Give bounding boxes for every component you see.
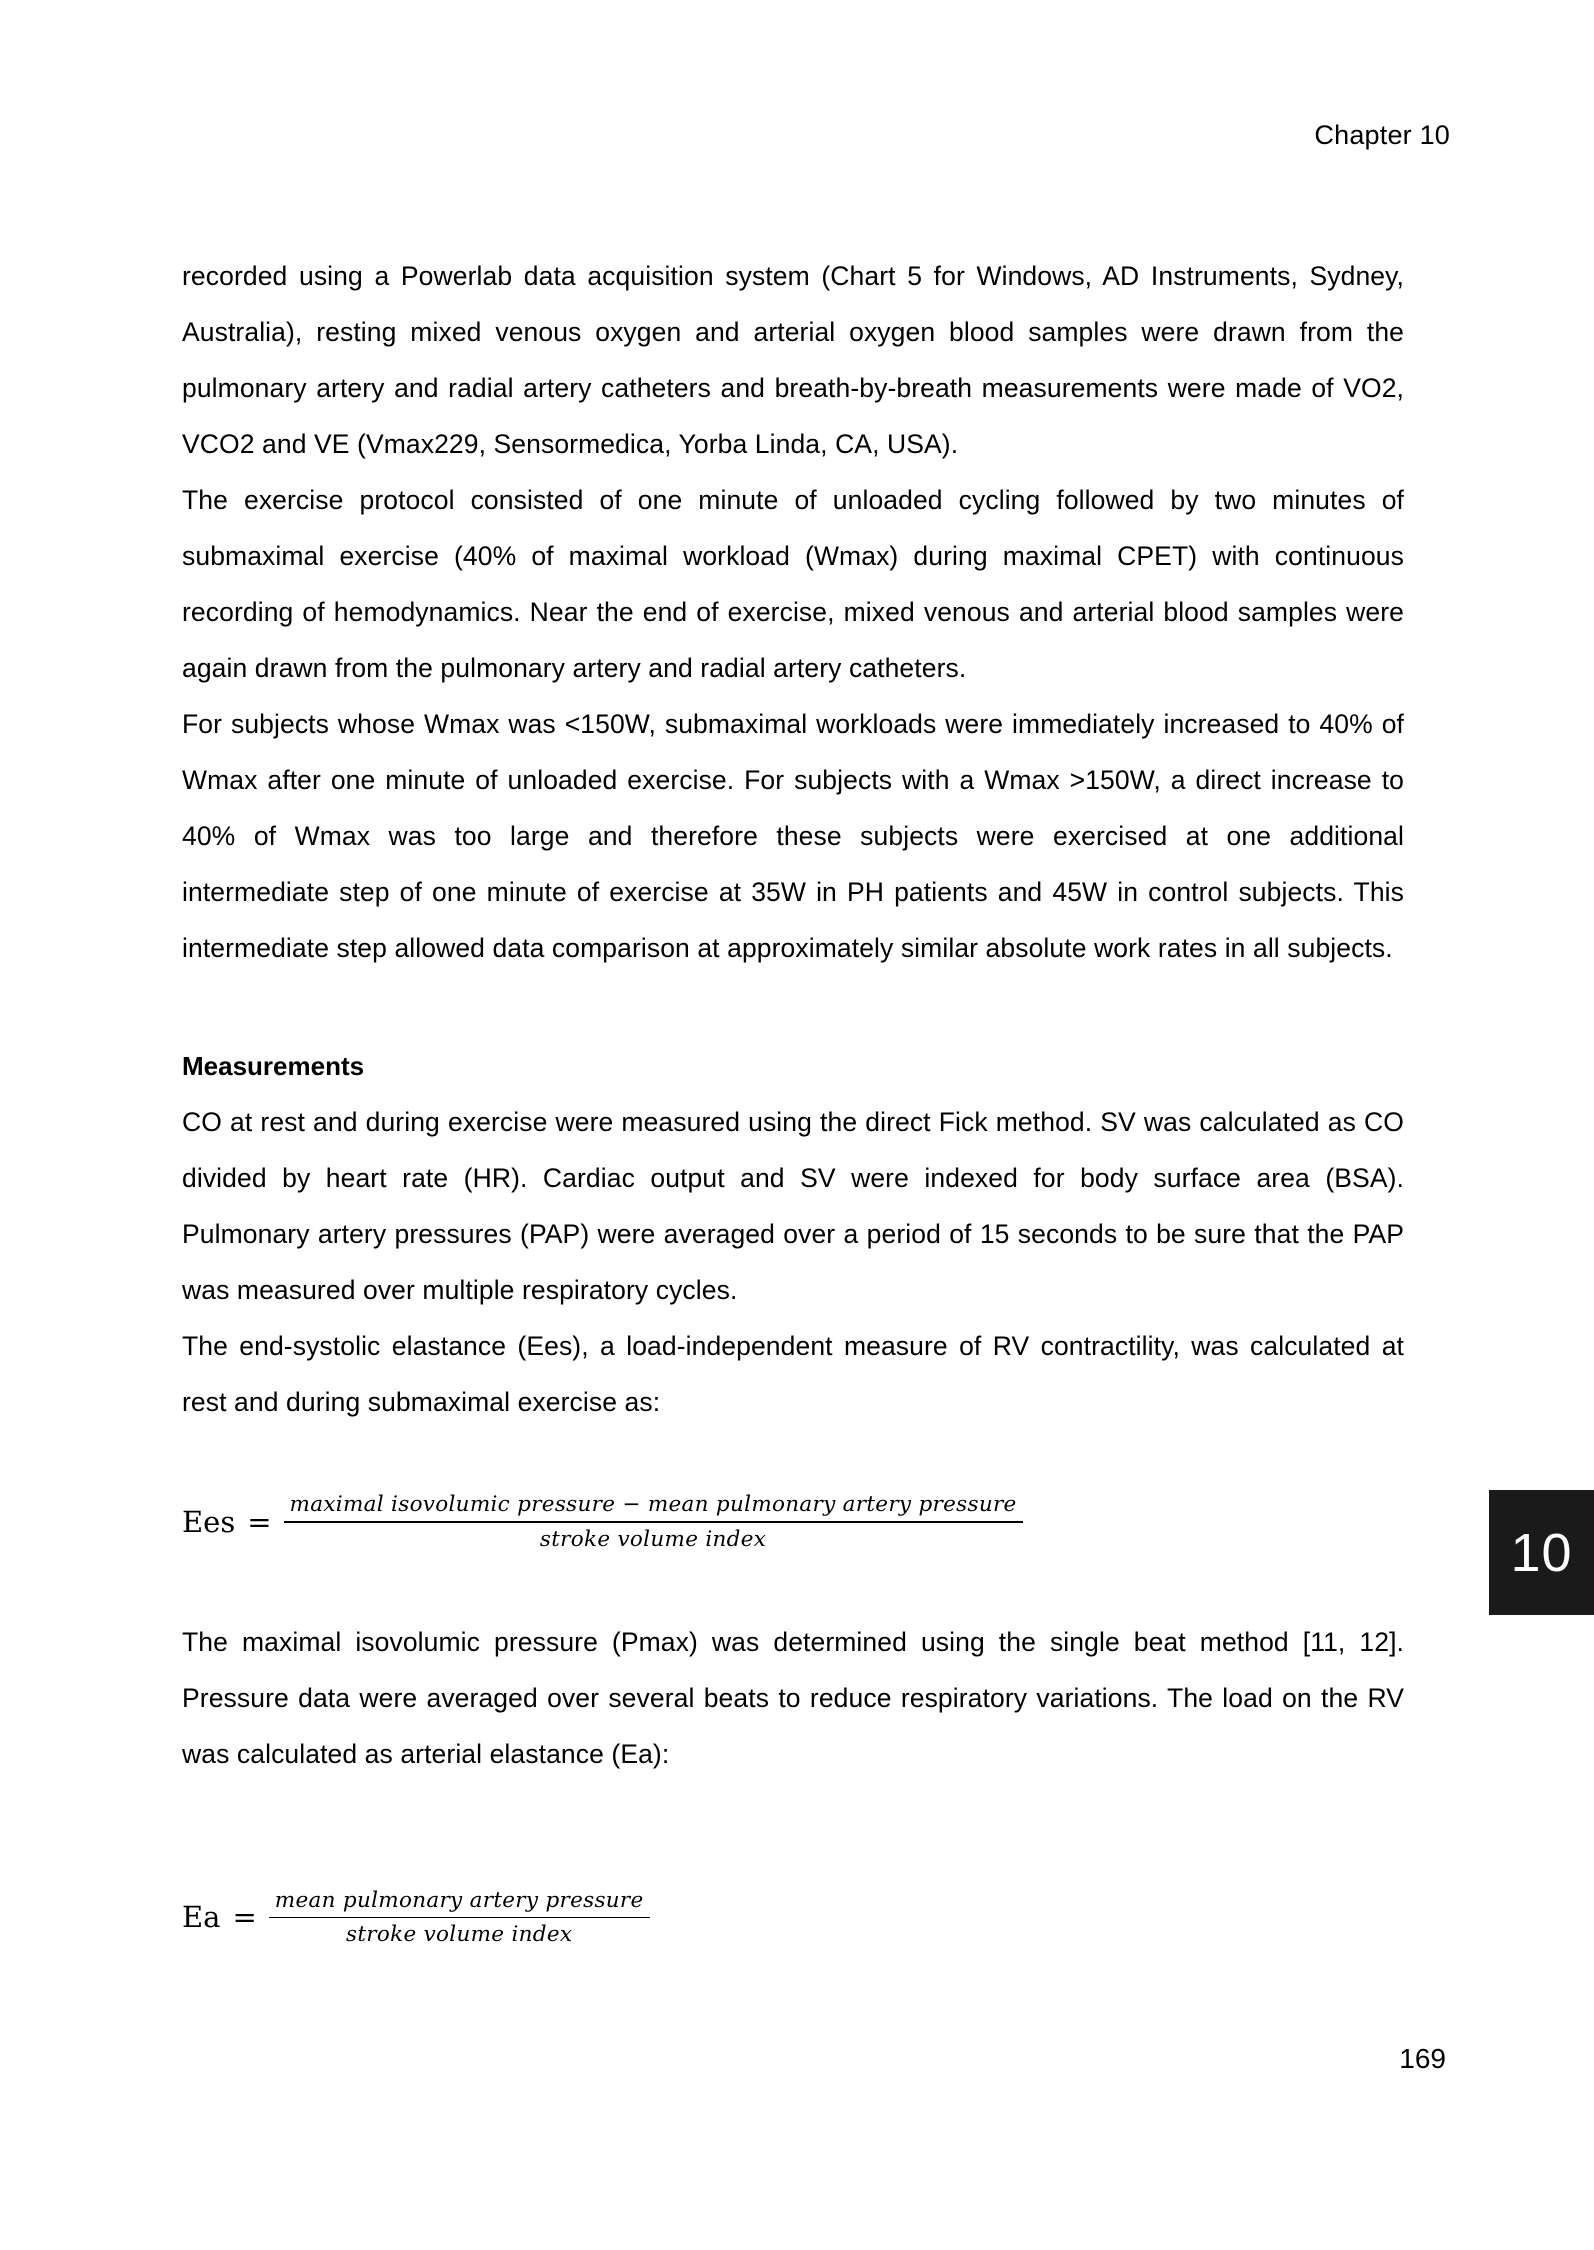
formula-ea-denominator: stroke volume index bbox=[346, 1922, 573, 1947]
formula-ea-spacer-top2 bbox=[182, 1844, 1404, 1888]
formula-ea-fraction bbox=[269, 1888, 650, 1948]
paragraph-measurements-ees: The end-systolic elastance (Ees), a load-independent measure of RV contractility, was calculated at rest and during submaximal exercise as: bbox=[182, 1331, 1404, 1417]
paragraph-measurements-co: CO at rest and during exercise were measured using the direct Fick method. SV was calculated as CO divided by heart rate (HR). Cardiac output and SV were indexed for body surface area (BSA). Pulmonary artery pressures (PAP) were averaged over a period of 15 seconds to be sure that the PAP was measured over multiple respiratory cycles. bbox=[182, 1107, 1404, 1305]
page-number: 169 bbox=[1399, 2043, 1446, 2074]
formula-ees bbox=[182, 1492, 1404, 1552]
section-heading-measurements: Measurements bbox=[182, 1051, 365, 1081]
paragraph-methods-recording: recorded using a Powerlab data acquisition system (Chart 5 for Windows, AD Instruments, Sydney, Australia), resting mixed venous oxygen and arterial oxygen blood samples were drawn from the pulmonary artery and radial artery catheters and breath-by-breath measurements were made of VO2, VCO2 and VE (Vmax229, Sensormedica, Yorba Linda, CA, USA). bbox=[182, 261, 1404, 459]
formula-ea bbox=[182, 1888, 1404, 1948]
paragraph-exercise-protocol: The exercise protocol consisted of one minute of unloaded cycling followed by two minutes of submaximal exercise (40% of maximal workload (Wmax) during maximal CPET) with continuous recording of hemodynamics. Near the end of exercise, mixed venous and arterial blood samples were again drawn from the pulmonary artery and radial artery catheters. bbox=[182, 485, 1404, 683]
page-body bbox=[182, 248, 1404, 1947]
formula-ees-denominator: stroke volume index bbox=[539, 1526, 767, 1552]
paragraph-pmax-ea: The maximal isovolumic pressure (Pmax) was determined using the single beat method [11, 12]. Pressure data were averaged over several beats to reduce respiratory variations. The load on the RV was calculated as arterial elastance (Ea): bbox=[182, 1626, 1404, 1769]
formula-spacer-bottom bbox=[182, 1552, 1404, 1614]
formula-ea-equals: = bbox=[232, 1900, 257, 1935]
formula-ees-lhs: Ees bbox=[182, 1504, 236, 1539]
page-header-chapter: Chapter 10 bbox=[1314, 120, 1450, 150]
paragraph-workload-adjustment: For subjects whose Wmax was <150W, submaximal workloads were immediately increased to 40% of Wmax after one minute of unloaded exercise. For subjects with a Wmax >150W, a direct increase to 40% of Wmax was too large and therefore these subjects were exercised at one additional intermediate step of one minute of exercise at 35W in PH patients and 45W in control subjects. This intermediate step allowed data comparison at approximately similar absolute work rates in all subjects. bbox=[182, 709, 1404, 963]
chapter-number-tab: 10 bbox=[1489, 1490, 1594, 1615]
formula-ea-numerator: mean pulmonary artery pressure bbox=[274, 1887, 644, 1913]
formula-spacer-top bbox=[182, 1430, 1404, 1492]
formula-ea-spacer-top bbox=[182, 1782, 1404, 1844]
formula-ea-lhs: Ea bbox=[182, 1900, 221, 1935]
formula-ees-numerator: maximal isovolumic pressure − mean pulmonary artery pressure bbox=[289, 1492, 1017, 1517]
formula-ees-fraction bbox=[284, 1492, 1023, 1552]
section-spacer bbox=[182, 976, 1404, 1038]
formula-ees-equals: = bbox=[247, 1504, 272, 1539]
